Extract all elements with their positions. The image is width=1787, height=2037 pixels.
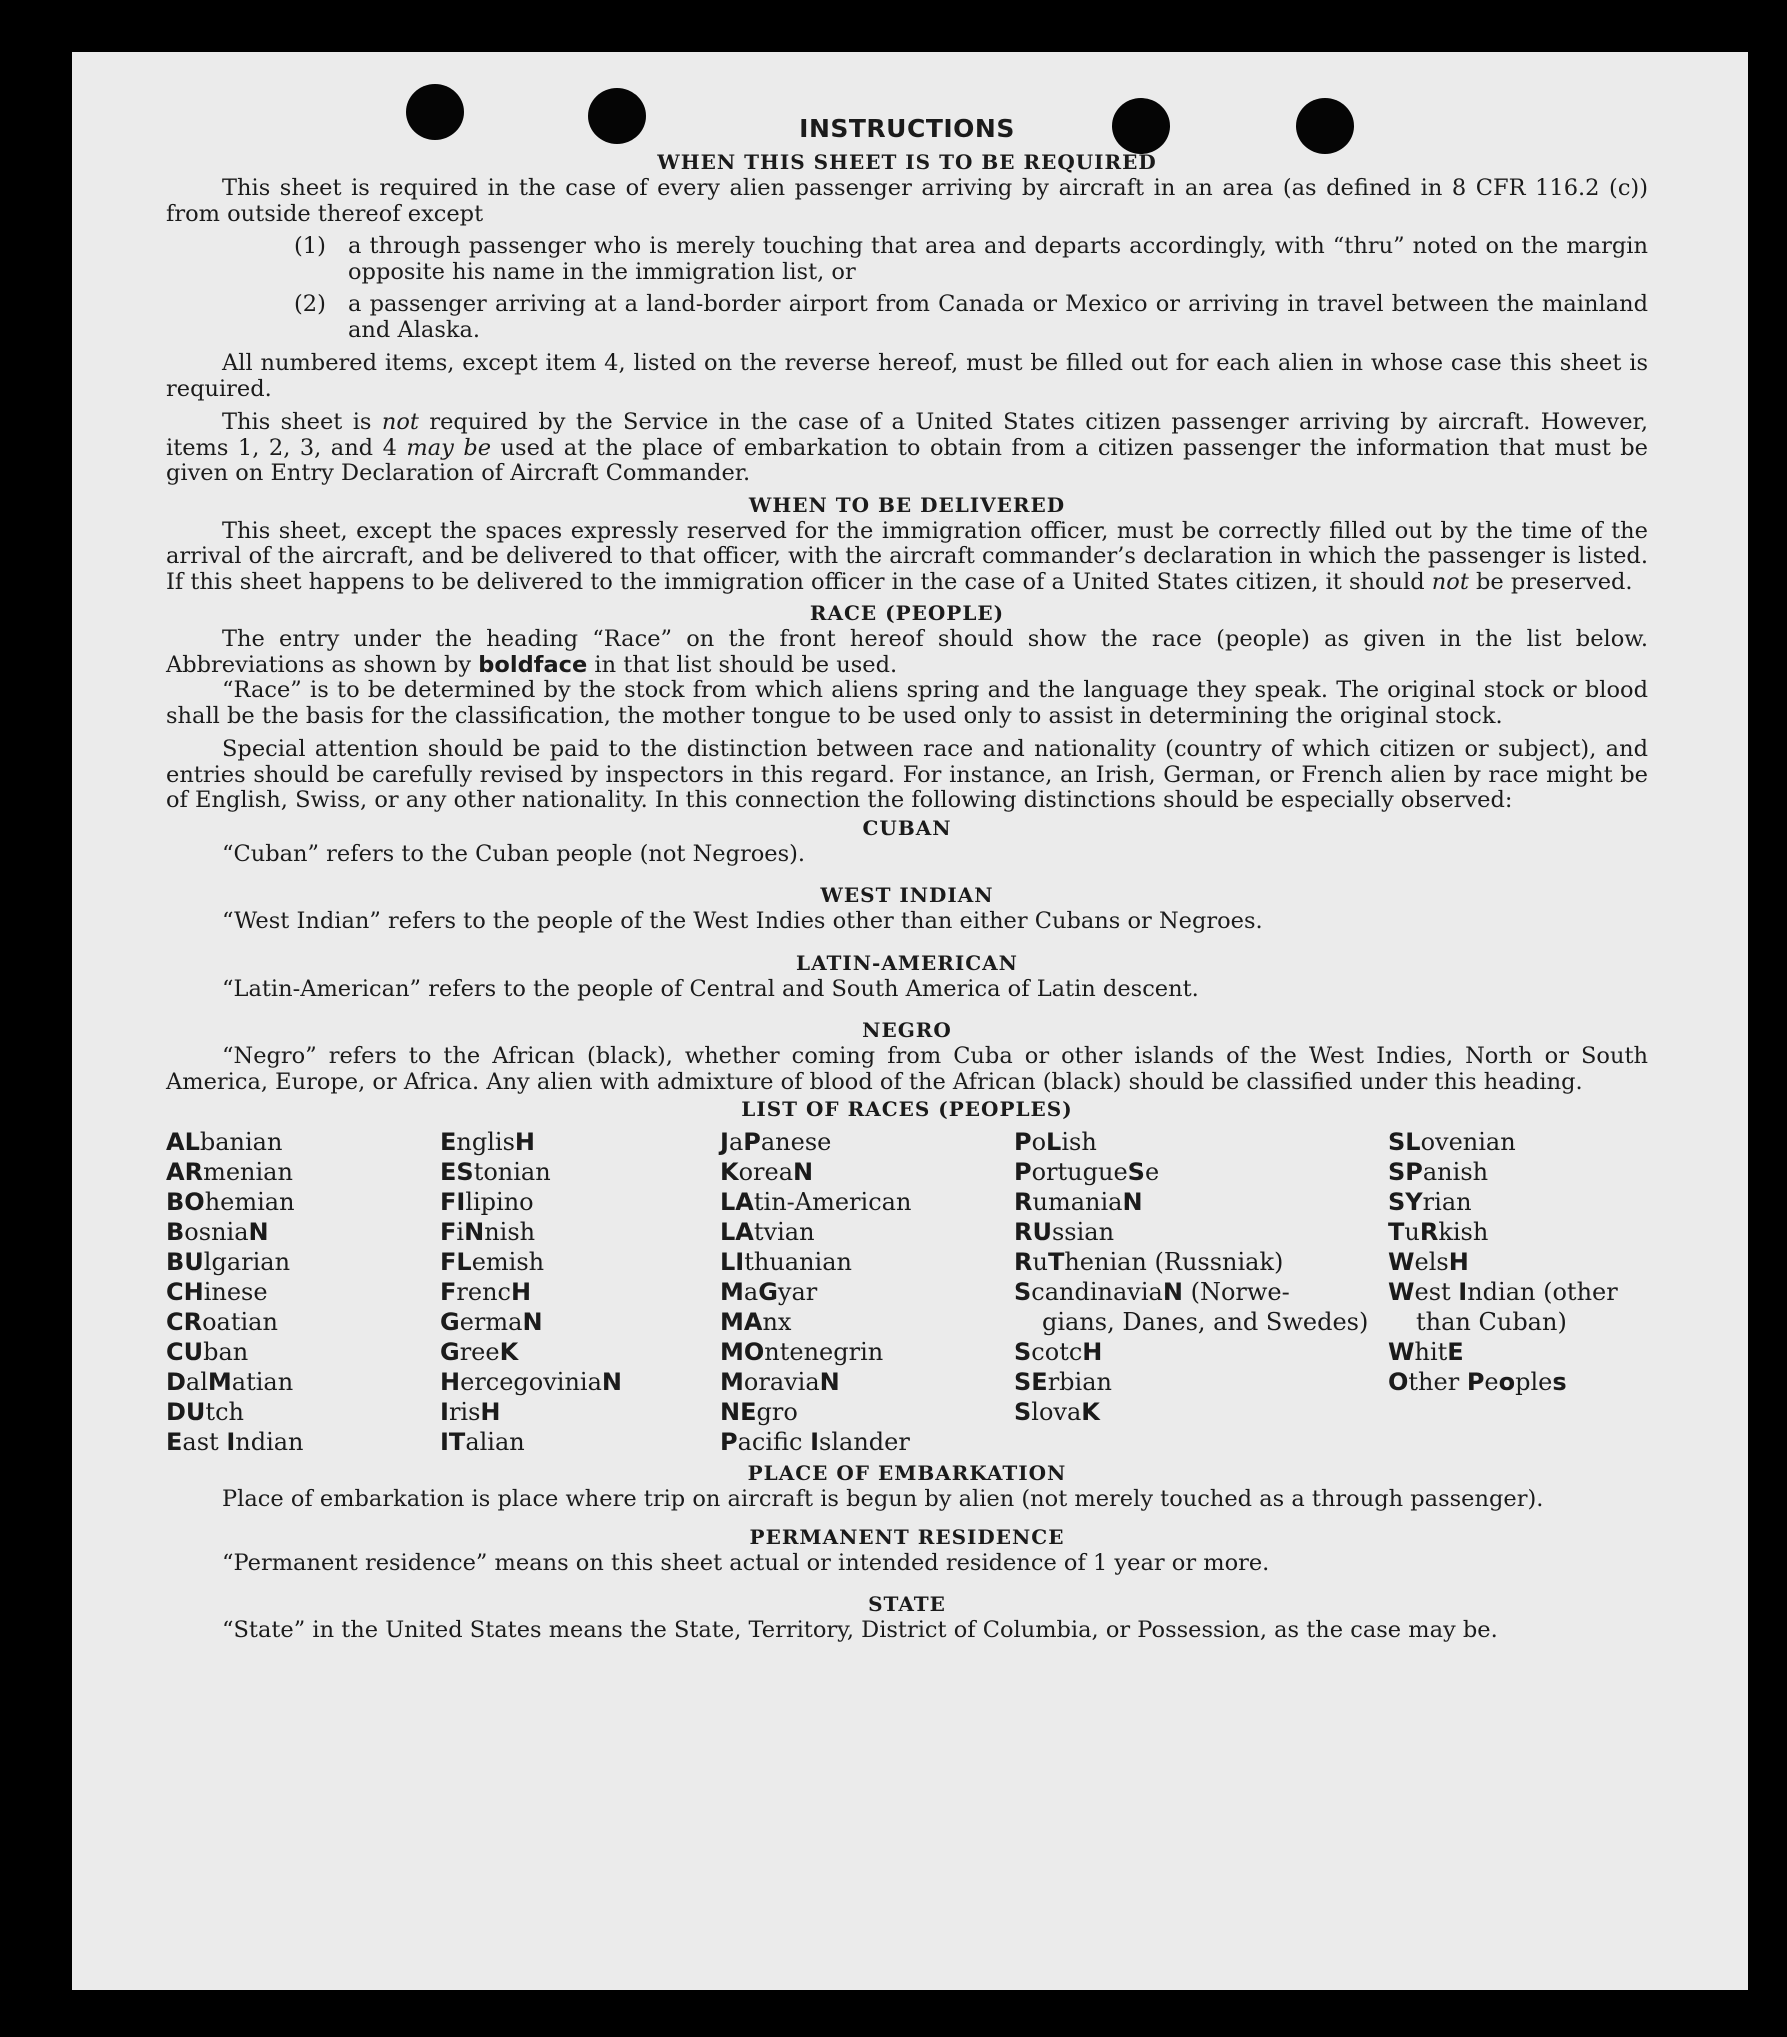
page-title: INSTRUCTIONS [799, 114, 1015, 143]
text-run: in that list should be used. [587, 651, 898, 678]
instructions-content [166, 110, 1648, 1644]
paragraph: Place of embarkation is place where trip on aircraft is begun by alien (not merely touched as a through passenger). [222, 1486, 1544, 1512]
race-entry: RumaniaN [1014, 1188, 1143, 1216]
text-run: be preserved. [1468, 568, 1633, 595]
race-entry: BosniaN [166, 1218, 269, 1246]
emphasis: may be [406, 434, 492, 461]
paragraph: Special attention should be paid to the distinction between race and nationality (country of which citizen or subject), and entries should be carefully revised by inspectors in this regard. For instance, an Irish, German, or French alien by race might be of English, Swiss, or any other nationality. In this connection the following distinctions should be especially observed: [166, 736, 1648, 813]
heading-race: RACE (PEOPLE) [809, 601, 1005, 625]
race-entry: FLemish [440, 1248, 545, 1276]
heading-list-of-races: LIST OF RACES (PEOPLES) [741, 1097, 1073, 1121]
race-entry: FiNnish [440, 1218, 536, 1246]
heading-place-of-embarkation: PLACE OF EMBARKATION [747, 1461, 1067, 1485]
race-entry: BUlgarian [166, 1248, 291, 1276]
race-entry: PoLish [1014, 1128, 1097, 1156]
race-entry: FIlipino [440, 1188, 534, 1216]
race-column [440, 1127, 720, 1457]
text-run: The entry under the heading “Race” on the front hereof should show the race (people) as given in the list below. Abbreviations as shown by [166, 626, 1648, 678]
race-entry: MaGyar [720, 1278, 818, 1306]
race-entry: RUssian [1014, 1218, 1115, 1246]
race-entry: SPanish [1388, 1158, 1489, 1186]
paragraph: “Latin-American” refers to the people of Central and South America of Latin descent. [222, 975, 1199, 1002]
race-entry: East Indian [166, 1428, 304, 1456]
race-entry: CHinese [166, 1278, 268, 1306]
race-entry: GermaN [440, 1308, 543, 1336]
race-entry: CRoatian [166, 1308, 278, 1336]
paragraph [166, 519, 1648, 596]
race-entry: ScandinaviaN (Norwe- gians, Danes, and Swedes) [1014, 1278, 1369, 1336]
text-run: This sheet, except the spaces expressly reserved for the immigration officer, must be correctly filled out by the time of the arrival of the aircraft, and be delivered to that officer, with the aircraft commander’s declaration in which the passenger is listed. If this sheet happens to be delivered to the immigration officer in the case of a United States citizen, it should [166, 517, 1648, 595]
text-run: used at the place of embarkation to obtain from a citizen passenger the information that must be given on Entry Declaration of Aircraft Commander. [166, 434, 1648, 486]
paragraph: “West Indian” refers to the people of the West Indies other than either Cubans or Negroes. [222, 908, 1263, 934]
list-item [166, 292, 1648, 343]
race-entry: Pacific Islander [720, 1428, 910, 1456]
race-entry: EStonian [440, 1158, 551, 1186]
race-entry: West Indian (other than Cuban) [1388, 1278, 1618, 1336]
race-entry: BOhemian [166, 1188, 295, 1216]
race-entry: PortugueSe [1014, 1158, 1160, 1186]
race-entry: Other Peoples [1388, 1368, 1567, 1396]
race-entry: CUban [166, 1338, 249, 1366]
race-entry: WhitE [1388, 1338, 1464, 1366]
race-column [166, 1127, 440, 1457]
race-entry: JaPanese [720, 1128, 832, 1156]
race-column [1014, 1127, 1388, 1457]
paragraph: “Race” is to be determined by the stock from which aliens spring and the language they speak. The original stock or blood shall be the basis for the classification, the mother tongue to be used only to assist in determining the original stock. [166, 677, 1648, 729]
race-entry: RuThenian (Russniak) [1014, 1248, 1284, 1276]
heading-latin-american: LATIN-AMERICAN [796, 950, 1018, 975]
paragraph [166, 627, 1648, 678]
race-entry: LIthuanian [720, 1248, 852, 1276]
item-number: (1) [294, 233, 326, 259]
heading-cuban: CUBAN [862, 815, 952, 840]
paragraph: All numbered items, except item 4, listed on the reverse hereof, must be filled out for each alien in whose case this sheet is required. [166, 350, 1648, 402]
race-entry: DalMatian [166, 1368, 294, 1396]
text-run: This sheet is [222, 409, 382, 435]
race-entry: ITalian [440, 1428, 525, 1456]
race-entry: SlovaK [1014, 1398, 1100, 1426]
item-number: (2) [294, 291, 326, 317]
race-entry: SLovenian [1388, 1128, 1516, 1156]
paragraph: This sheet is required in the case of every alien passenger arriving by aircraft in an area (as defined in 8 CFR 116.2 (c)) from outside thereof except [166, 175, 1648, 227]
item-text: a passenger arriving at a land-border airport from Canada or Mexico or arriving in travel between the mainland and Alaska. [348, 291, 1648, 343]
heading-state: STATE [868, 1592, 946, 1616]
paragraph: “Negro” refers to the African (black), whether coming from Cuba or other islands of the West Indies, North or South America, Europe, or Africa. Any alien with admixture of blood of the African (black) should be classified under this heading. [166, 1043, 1648, 1095]
emphasis: not [381, 409, 419, 435]
race-column [1388, 1127, 1648, 1457]
race-entry: GreeK [440, 1338, 519, 1366]
race-entry: NEgro [720, 1398, 798, 1426]
race-entry: SErbian [1014, 1368, 1112, 1396]
race-entry: MoraviaN [720, 1368, 840, 1396]
paragraph: “Cuban” refers to the Cuban people (not Negroes). [222, 840, 806, 867]
race-list [166, 1127, 1648, 1457]
paragraph: “State” in the United States means the State, Territory, District of Columbia, or Possession, as the case may be. [222, 1617, 1498, 1643]
race-entry: HercegoviniaN [440, 1368, 622, 1396]
race-entry: LAtin-American [720, 1188, 912, 1216]
race-entry: WelsH [1388, 1248, 1469, 1276]
item-text: a through passenger who is merely touching that area and departs accordingly, with “thru” noted on the margin opposite his name in the immigration list, or [348, 233, 1648, 285]
bold-word: boldface [478, 651, 588, 678]
race-entry: ALbanian [166, 1128, 283, 1156]
race-entry: EnglisH [440, 1128, 535, 1156]
paragraph: “Permanent residence” means on this sheet actual or intended residence of 1 year or more. [222, 1549, 1270, 1576]
race-entry: MOntenegrin [720, 1338, 884, 1366]
document-sheet [72, 52, 1748, 1990]
race-entry: DUtch [166, 1398, 244, 1426]
race-entry: KoreaN [720, 1158, 814, 1186]
emphasis: not [1431, 568, 1469, 595]
heading-west-indian: WEST INDIAN [820, 883, 994, 907]
race-entry: ScotcH [1014, 1338, 1103, 1366]
heading-negro: NEGRO [862, 1018, 952, 1042]
heading-when-required: WHEN THIS SHEET IS TO BE REQUIRED [657, 150, 1157, 174]
race-column [720, 1127, 1014, 1457]
race-entry: ARmenian [166, 1158, 293, 1186]
heading-when-delivered: WHEN TO BE DELIVERED [748, 492, 1066, 517]
paragraph [166, 410, 1648, 487]
race-entry: FrencH [440, 1278, 532, 1306]
list-item [166, 234, 1648, 285]
race-entry: IrisH [440, 1398, 501, 1426]
race-entry: LAtvian [720, 1218, 815, 1246]
race-entry: MAnx [720, 1308, 792, 1336]
race-entry: SYrian [1388, 1188, 1472, 1216]
race-entry: TuRkish [1388, 1218, 1489, 1246]
text-run: required by the Service in the case of a United States citizen passenger arriving by aircraft. However, items 1, 2, 3, and 4 [166, 409, 1648, 461]
heading-permanent-residence: PERMANENT RESIDENCE [749, 1524, 1065, 1549]
